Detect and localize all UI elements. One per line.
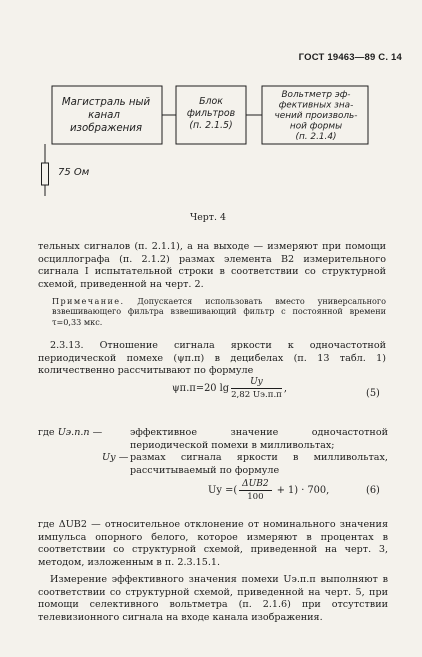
- box1-line2: канал: [88, 110, 120, 121]
- figure-caption: Черт. 4: [190, 212, 226, 223]
- box3-line2: фективных зна-: [278, 100, 354, 111]
- box3-line1: Вольтметр эф-: [281, 90, 351, 100]
- where-2-text: размах сигнала яркости в милливольтах, рассчитываемый по формуле: [130, 452, 388, 476]
- box3-line3: чений произволь-: [274, 111, 358, 121]
- resistor-label: 75 Ом: [58, 167, 90, 178]
- symbol-uy: Uу: [102, 452, 116, 463]
- note: [52, 296, 386, 327]
- formula-5-numerator: Uу: [231, 377, 282, 389]
- where-2-symbol: [102, 452, 128, 465]
- note-text: Допускается использовать вместо универсального взвешивающего фильтра взвешивающий фильтр с постоянной времени τ=0,33 мкс.: [52, 296, 386, 327]
- formula-5: [172, 377, 287, 400]
- formula-6-numerator: ΔUB2: [239, 479, 271, 491]
- symbol-ueff: Uэ.п.п: [57, 427, 90, 438]
- formula-6-denominator: 100: [247, 492, 264, 502]
- box1-line1: Магистраль ный: [61, 97, 151, 108]
- formula-6-fraction: [239, 479, 271, 502]
- formula-5-tail: ,: [283, 383, 288, 394]
- equation-number-6: (6): [366, 485, 380, 496]
- paragraph-2: 2.3.13. Отношение сигнала яркости к одночастотной периодической помехе (ψп.п) в децибелах (п. 13 табл. 1) количественно рассчитывают по формуле: [38, 340, 386, 377]
- paragraph-1: тельных сигналов (п. 2.1.1), а на выходе — измеряют при помощи осциллографа (п. 2.1.2) размах элемента B2 измерительного сигнала I испытательной строки в соответствии со структурной схемой, приведенной на черт. 2.: [38, 241, 386, 290]
- box3-line4: ной формы: [289, 121, 343, 132]
- formula-5-fraction: [231, 377, 282, 400]
- formula-6-tail: + 1) · 700,: [273, 485, 330, 496]
- formula-5-lhs: ψп.п=20 lg: [172, 383, 230, 394]
- paragraph-4: Измерение эффективного значения помехи Uэ.п.п выполняют в соответствии со структурной схемой, приведенной на черт. 5, при помощи селективного вольтметра (п. 2.1.6) при отсутствии телевизионного сигнала на входе канала изображения.: [38, 574, 388, 623]
- box2-line2: фильтров: [186, 108, 236, 119]
- where-1-text: эффективное значение одночастотной периодической помехи в милливольтах;: [130, 427, 388, 451]
- where-prefix: где: [38, 427, 55, 438]
- equation-number-5: (5): [366, 388, 380, 399]
- note-label: Примечание.: [52, 296, 125, 306]
- formula-5-denominator: 2,82 Uэ.п.п: [231, 390, 282, 400]
- where-2-dash: —: [115, 452, 129, 463]
- block-diagram: [0, 0, 422, 210]
- formula-6: [208, 479, 329, 502]
- paragraph-3: где ΔUB2 — относительное отклонение от номинального значения импульса опорного белого, которое измеряют в процентах в соответствии со структурной схемой, приведенной на черт. 3, методом, изложенным в п. 2.3.15.1.: [38, 519, 388, 568]
- formula-6-lhs: Uу =(: [208, 485, 238, 496]
- box2-line3: (п. 2.1.5): [189, 120, 233, 131]
- page-header: ГОСТ 19463—89 С. 14: [298, 52, 402, 63]
- where-1-symbol: [38, 427, 102, 440]
- box2-line1: Блок: [199, 96, 223, 107]
- box3-line5: (п. 2.1.4): [295, 132, 337, 142]
- resistor: [42, 163, 49, 185]
- box1-line3: изображения: [69, 123, 143, 134]
- where-1-dash: —: [89, 427, 103, 438]
